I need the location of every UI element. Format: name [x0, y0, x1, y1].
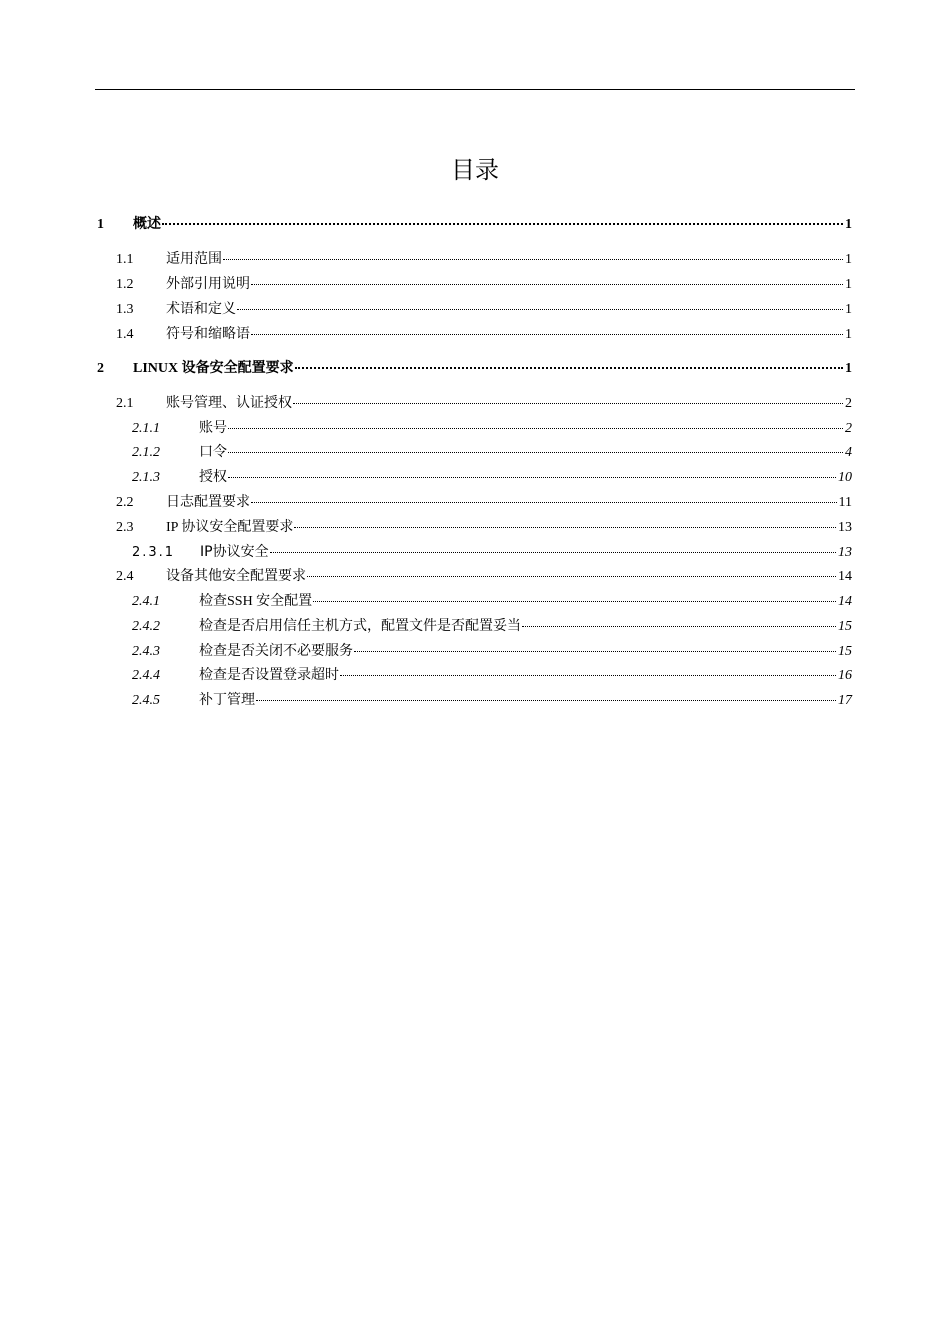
- toc-entry-1[interactable]: [97, 216, 852, 234]
- toc-entry-number: 1.2: [116, 277, 134, 292]
- toc-entry-label: 日志配置要求: [166, 495, 250, 510]
- dot-leader: [237, 309, 843, 310]
- toc-entry-label: 适用范围: [166, 252, 222, 267]
- toc-entry-label: LINUX 设备安全配置要求: [133, 361, 294, 376]
- toc-entry-page: 15: [838, 619, 852, 634]
- toc-entry-page: 1: [845, 327, 852, 342]
- dot-leader: [313, 601, 836, 602]
- toc-entry-number: 1.3: [116, 302, 134, 317]
- toc-entry-2-1-2[interactable]: [132, 444, 852, 462]
- toc-entry-label: 检查是否关闭不必要服务: [199, 644, 353, 659]
- toc-entry-label: 外部引用说明: [166, 277, 250, 292]
- toc-entry-2-3[interactable]: [116, 519, 852, 537]
- toc-entry-label: 概述: [133, 217, 161, 232]
- dot-leader: [295, 367, 843, 369]
- dot-leader: [251, 334, 843, 335]
- toc-entry-2-2[interactable]: [116, 494, 852, 512]
- dot-leader: [256, 700, 836, 701]
- toc-entry-label: 设备其他安全配置要求: [166, 569, 306, 584]
- toc-entry-2-3-1[interactable]: [132, 543, 852, 562]
- toc-entry-number: 1: [97, 217, 104, 232]
- toc-entry-2-4-1[interactable]: [132, 593, 852, 611]
- toc-entry-page: 2: [845, 421, 852, 436]
- dot-leader: [294, 527, 836, 528]
- toc-entry-page: 1: [845, 302, 852, 317]
- toc-entry-page: 1: [845, 217, 852, 232]
- toc-entry-number: 2.3: [116, 520, 134, 535]
- toc-entry-1-2[interactable]: [116, 276, 852, 294]
- header-rule: [95, 89, 855, 90]
- toc-entry-number: 2.4.4: [132, 668, 160, 683]
- toc-entry-2-4-5[interactable]: [132, 692, 852, 710]
- dot-leader: [162, 223, 843, 225]
- toc-title: 目录: [451, 156, 499, 184]
- toc-entry-label: 检查是否启用信任主机方式，配置文件是否配置妥当: [199, 619, 521, 634]
- toc-entry-label: 授权: [199, 470, 227, 485]
- toc-entry-page: 1: [845, 277, 852, 292]
- toc-entry-page: 13: [838, 520, 852, 535]
- toc-entry-page: 1: [845, 361, 852, 376]
- dot-leader: [228, 452, 843, 453]
- toc-entry-number: 2.4.2: [132, 619, 160, 634]
- toc-entry-number: 2.4: [116, 569, 134, 584]
- toc-entry-page: 2: [845, 396, 852, 411]
- toc-entry-label: 账号: [199, 421, 227, 436]
- toc-entry-label: 检查SSH 安全配置: [199, 594, 313, 609]
- toc-entry-number: 2.2: [116, 495, 134, 510]
- toc-entry-2-1-1[interactable]: [132, 420, 852, 438]
- toc-entry-1-3[interactable]: [116, 301, 852, 319]
- toc-entry-number: 2.1: [116, 396, 134, 411]
- dot-leader: [522, 626, 836, 627]
- dot-leader: [293, 403, 843, 404]
- dot-leader: [354, 651, 836, 652]
- toc-entry-label: IP协议安全: [200, 544, 269, 560]
- dot-leader: [223, 259, 843, 260]
- toc-entry-page: 16: [838, 668, 852, 683]
- dot-leader: [270, 552, 836, 553]
- dot-leader: [228, 428, 843, 429]
- toc-entry-label: IP 协议安全配置要求: [166, 520, 294, 535]
- toc-entry-number: 2: [97, 361, 104, 376]
- dot-leader: [251, 502, 837, 503]
- toc-entry-label: 检查是否设置登录超时: [199, 668, 339, 683]
- toc-entry-page: 4: [845, 445, 852, 460]
- toc-entry-number: 2.4.1: [132, 594, 160, 609]
- toc-entry-page: 14: [838, 569, 852, 584]
- toc-entry-2-4[interactable]: [116, 568, 852, 586]
- toc-entry-2-4-3[interactable]: [132, 643, 852, 661]
- dot-leader: [228, 477, 836, 478]
- toc-entry-number: 2.3.1: [132, 545, 176, 560]
- toc-entry-2-4-2[interactable]: [132, 618, 852, 636]
- toc-entry-label: 补丁管理: [199, 693, 255, 708]
- toc-entry-page: 17: [838, 693, 852, 708]
- toc-entry-number: 1.1: [116, 252, 134, 267]
- toc-entry-label: 口令: [199, 445, 227, 460]
- toc-entry-number: 2.1.1: [132, 421, 160, 436]
- toc-entry-page: 1: [845, 252, 852, 267]
- toc-entry-number: 2.4.3: [132, 644, 160, 659]
- toc-entry-page: 14: [838, 594, 852, 609]
- toc-entry-label: 账号管理、认证授权: [166, 396, 292, 411]
- toc-entry-number: 2.4.5: [132, 693, 160, 708]
- dot-leader: [340, 675, 836, 676]
- toc-entry-number: 1.4: [116, 327, 134, 342]
- toc-entry-label: 术语和定义: [166, 302, 236, 317]
- toc-entry-number: 2.1.3: [132, 470, 160, 485]
- toc-entry-page: 15: [838, 644, 852, 659]
- toc-entry-page: 10: [838, 470, 852, 485]
- toc-entry-2-4-4[interactable]: [132, 667, 852, 685]
- toc-entry-page: 13: [838, 545, 852, 560]
- toc-entry-label: 符号和缩略语: [166, 327, 250, 342]
- toc-entry-2-1[interactable]: [116, 395, 852, 413]
- toc-entry-number: 2.1.2: [132, 445, 160, 460]
- dot-leader: [307, 576, 836, 577]
- toc-entry-1-1[interactable]: [116, 251, 852, 269]
- toc-entry-2-1-3[interactable]: [132, 469, 852, 487]
- dot-leader: [251, 284, 843, 285]
- toc-entry-page: 11: [838, 495, 852, 510]
- toc-entry-1-4[interactable]: [116, 326, 852, 344]
- toc-entry-2[interactable]: [97, 360, 852, 378]
